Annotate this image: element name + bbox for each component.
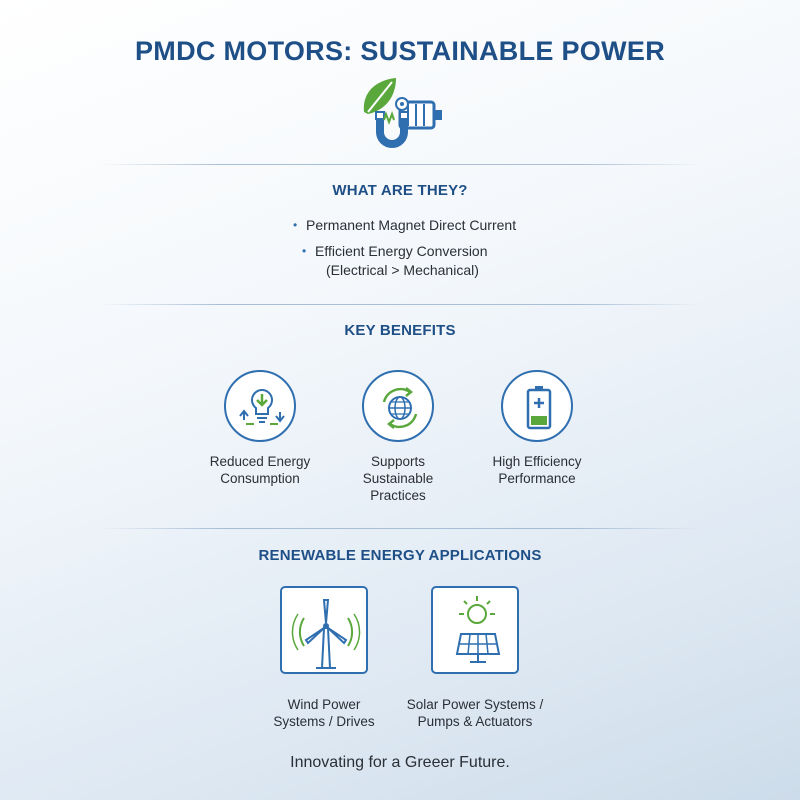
bullet-text: (Electrical > Mechanical) [326,262,479,278]
application-wind [280,586,368,674]
caption-line: Consumption [220,471,300,486]
applications-heading: RENEWABLE ENERGY APPLICATIONS [258,547,542,564]
caption-line: Sustainable [362,471,434,486]
wind-turbine-icon [282,588,370,676]
caption-line: Supports [370,454,426,469]
what-are-they-heading: WHAT ARE THEY? [332,182,468,199]
bullet-item [302,242,488,261]
key-benefits-heading: KEY BENEFITS [344,322,456,339]
globe-cycle-icon [364,372,436,444]
solar-panel-icon [433,588,521,676]
benefit-sustainable [362,370,434,442]
leaf-magnet-motor-icon [356,74,448,152]
application-solar [431,586,519,674]
bullet-text: Efficient Energy Conversion [315,243,488,259]
caption-line: Performance [498,471,576,486]
divider-lower [100,528,700,529]
caption-line: Practices [370,488,426,503]
benefit-reduced-energy [224,370,296,442]
divider-top [100,164,700,165]
caption-line: Solar Power Systems / [406,697,544,712]
page-title: PMDC MOTORS: SUSTAINABLE POWER [134,36,665,66]
bullet-item [293,216,517,235]
benefit-high-efficiency [501,370,573,442]
lightbulb-recycle-icon [226,372,298,444]
caption-line: Systems / Drives [273,714,375,729]
application-caption [244,696,404,730]
bullet-text: Permanent Magnet Direct Current [306,217,517,233]
benefit-caption [467,453,607,487]
bullet-item-continuation [326,261,479,280]
caption-line: High Efficiency [492,454,582,469]
benefit-caption [190,453,330,487]
battery-icon [503,372,575,444]
bullet-dot-icon: • [293,218,298,232]
divider-middle [100,304,700,305]
caption-line: Wind Power [287,697,361,712]
bullet-dot-icon: • [302,244,307,258]
benefit-caption [328,453,468,504]
application-caption [385,696,565,730]
footer-tagline: Innovating for a Greeer Future. [290,754,510,771]
caption-line: Reduced Energy [209,454,311,469]
caption-line: Pumps & Actuators [417,714,533,729]
